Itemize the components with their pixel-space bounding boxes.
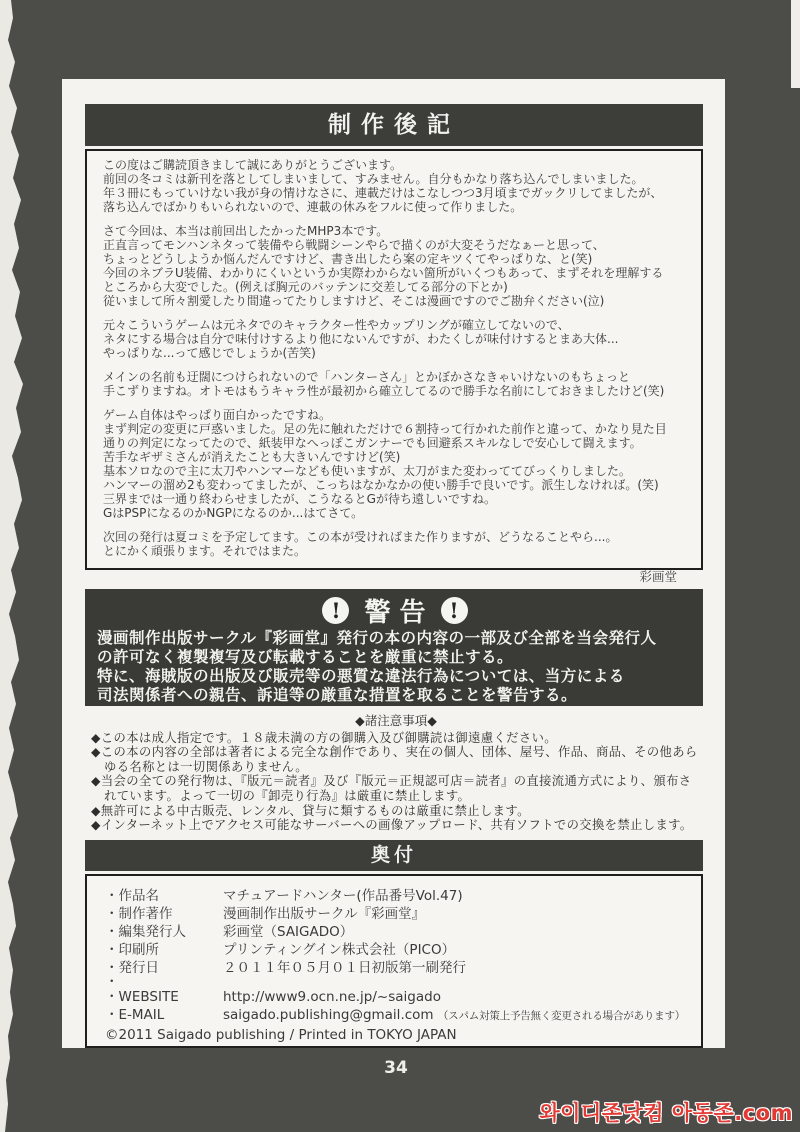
colophon-row: ・編集発行人 彩画堂（SAIGADO） — [105, 924, 354, 940]
torn-paper-edge — [0, 0, 26, 1132]
colophon-row: ・印刷所 プリンティングイン株式会社（PICO） — [105, 942, 456, 958]
author-signature: 彩画堂 — [639, 569, 677, 584]
exclamation-icon: ! — [441, 597, 468, 624]
colophon-row-email: ・E-MAIL saigado.publishing@gmail.com （スパム対策上予告無く変更される場合があります） — [105, 1007, 686, 1023]
warning-title-row — [97, 592, 693, 628]
colophon-title-bar — [85, 840, 703, 871]
watermark-text: 와이디존닷컴 아동존.com — [539, 1101, 793, 1125]
afterword-paragraph: ゲーム自体はやっぱり面白かったですね。 まず判定の変更に戸惑いました。足の先に触れただけで６割持って行かれた前作と違って、かなり見た目 通りの判定になってたので、紙装甲なへっぽこガンナーでも回避系スキルなしで安心して闘えます。 苦手なギザミさんが消えたことも大きいんですけど(笑) 基本ソロなので主に太刀やハンマーなども使いますが、太刀がまた変わっててびっくりしました。 ハンマーの溜め2も変わってましたが、こっちはなかなかの使い勝手で良いです。派生しなければ。(笑) 三界までは一通り終わらせましたが、こうなるとGが待ち遠しいですね。 GはPSPになるのかNGPになるのか...はてさて。 — [103, 408, 667, 520]
copyright-line: ©2011 Saigado publishing / Printed in TOKYO JAPAN — [105, 1027, 457, 1043]
colophon-row-website: ・WEBSITE http://www9.ocn.ne.jp/~saigado — [105, 989, 441, 1005]
exclamation-icon: ! — [322, 597, 349, 624]
warning-text: 漫画制作出版サークル『彩画堂』発行の本の内容の一部及び全部を当会発行人 の許可なく複製複写及び転載することを厳重に禁止する。 特に、海賊版の出版及び販売等の悪質な違法行為については、当方による 司法関係者への親告、訴追等の厳重な措置を取ることを警告する。 — [97, 628, 657, 704]
colophon-row-empty: ・ — [105, 974, 119, 990]
notice-item: ◆当会の全ての発行物は、『版元＝読者』及び『版元＝正規認可店＝読者』の直接流通方式により、頒布されています。よって一切の『卸売り行為』は厳重に禁止します。 — [91, 774, 692, 803]
colophon-box — [85, 874, 703, 1048]
notice-item: ◆インターネット上でアクセス可能なサーバーへの画像アップロード、共有ソフトでの交換を禁止します。 — [91, 818, 693, 833]
colophon-row: ・制作著作 漫画制作出版サークル『彩画堂』 — [105, 906, 426, 922]
afterword-title-bar — [85, 104, 703, 146]
email-note: （スパム対策上予告無く変更される場合があります） — [437, 1010, 686, 1022]
colophon-row: ・発行日 ２０１１年０５月０１日初版第一刷発行 — [105, 960, 466, 976]
page-number: 34 — [384, 1058, 408, 1078]
notice-item: ◆この本は成人指定です。１８歳未満の方の御購入及び御購読は御遠慮ください。 — [91, 730, 557, 745]
afterword-paragraph: メインの名前も迂闊につけられないので「ハンターさん」とかぼかさなきゃいけないのもちょっと 手こずりますね。オトモはもうキャラ性が最初から確立してるので勝手な名前にしておきましたけど(笑) — [103, 370, 665, 398]
notices-title: ◆諸注意事項◆ — [355, 713, 437, 728]
afterword-paragraph: 次回の発行は夏コミを予定してます。この本が受ければまた作りますが、どうなることやら...。 とにかく頑張ります。それではまた。 — [103, 530, 618, 558]
afterword-paragraph: 元々こういうゲームは元ネタでのキャラクター性やカップリングが確立してないので、 ネタにする場合は自分で味付けするより他にないんですが、わたくしが味付けするとまあ大体... やっぱりな...って感じでしょうか(苦笑) — [103, 318, 619, 360]
notice-item: ◆無許可による中古販売、レンタル、貸与に類するものは厳重に禁止します。 — [91, 803, 530, 818]
afterword-body — [85, 149, 703, 584]
colophon-title: 奥付 — [370, 844, 417, 866]
email-address: saigado.publishing@gmail.com — [223, 1007, 434, 1023]
afterword-paragraph: この度はご購読頂きまして誠にありがとうございます。 前回の冬コミは新刊を落としてしまいまして、すみません。自分もかなり落ち込んでしまいました。 年３冊にもっていけない我が身の情けなさに、連載だけはこなしつつ3月頃までガックリしてましたが、 落ち込んでばかりもいられないので、連載の休みをフルに使って作りました。 — [103, 158, 663, 214]
colophon-row: ・作品名 マチュアードハンター(作品番号Vol.47) — [105, 888, 463, 904]
scan-edge-artifact — [791, 0, 800, 88]
paper-page — [62, 79, 725, 1048]
notices-section — [85, 714, 703, 835]
warning-title: 警告 — [364, 597, 435, 628]
notice-item: ◆この本の内容の全部は著者による完全な創作であり、実在の個人、団体、屋号、作品、商品、その他あらゆる名称とは一切関係ありません。 — [91, 745, 698, 774]
warning-box — [85, 589, 703, 706]
afterword-title: 制作後記 — [328, 112, 460, 138]
afterword-paragraph: さて今回は、本当は前回出したかったMHP3本です。 正直言ってモンハンネタって装備やら戦闘シーンやらで描くのが大変そうだなぁーと思って、 ちょっとどうしようか悩んだんですけど、書き出したら案の定キツくてやっぱりな、と(笑) 今回のネブラU装備、わかりにくいというか実際わからない箇所がいくつもあって、まずそれを理解する ところから大変でした。(例えば胸元のバッテンに交差してる部分の下とか) 従いまして所々割愛したり間違ってたりしますけど、そこは漫画ですのでご勘弁ください(泣) — [103, 224, 664, 308]
website-url: http://www9.ocn.ne.jp/~saigado — [223, 989, 441, 1005]
